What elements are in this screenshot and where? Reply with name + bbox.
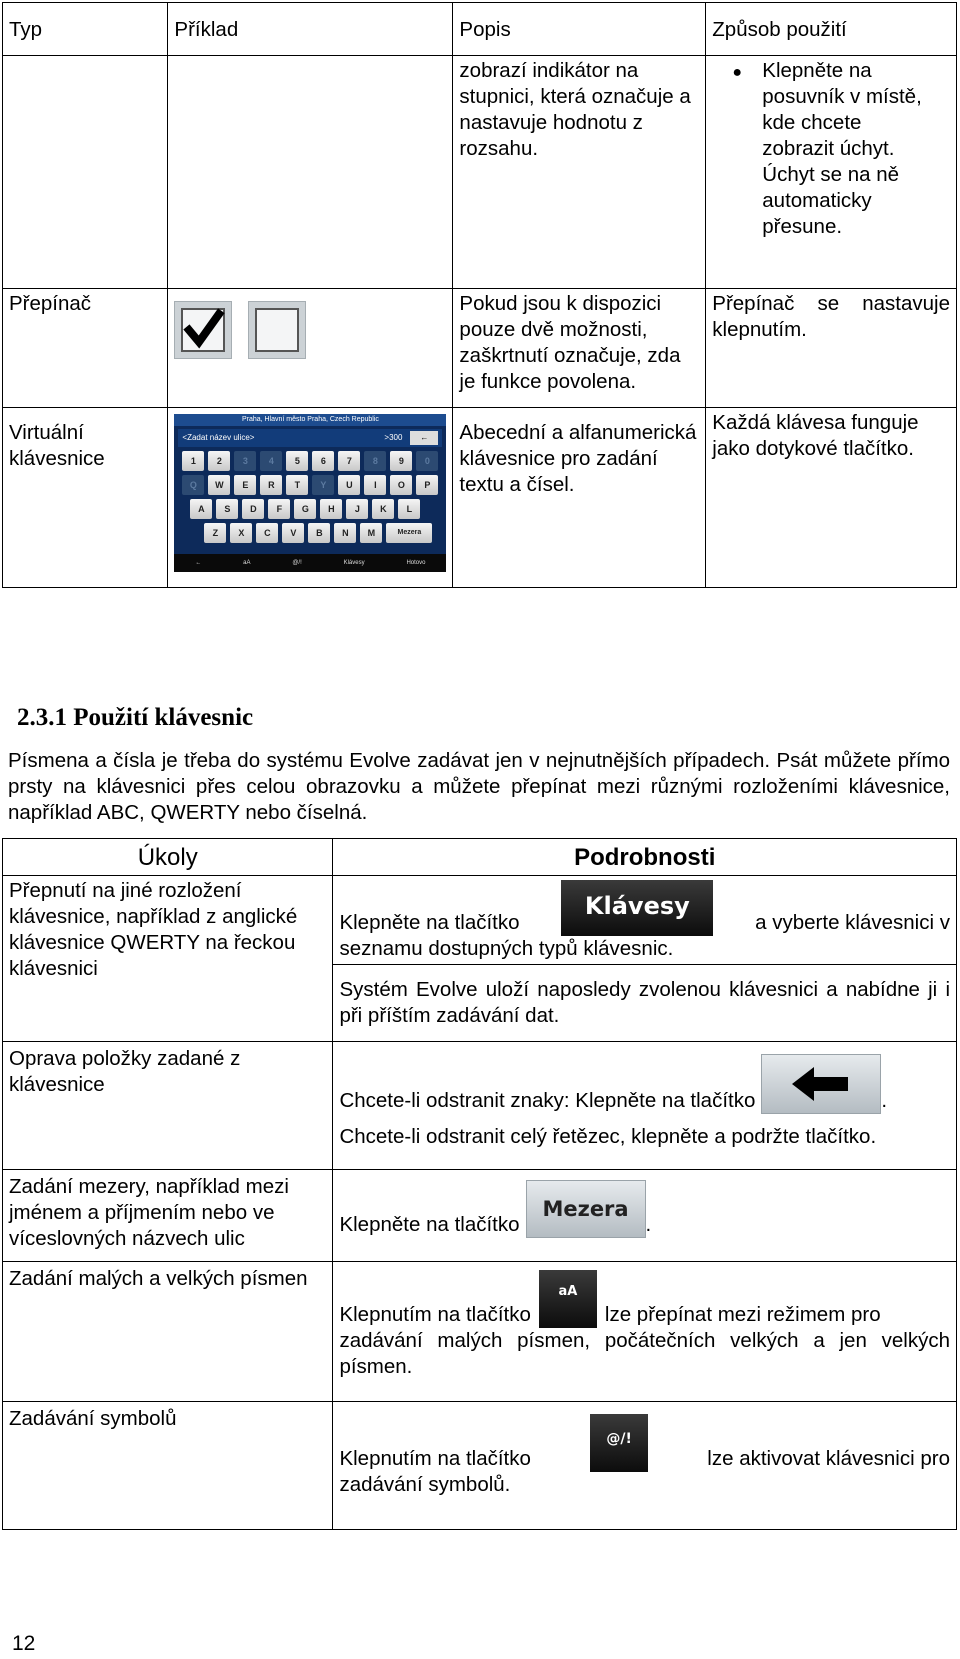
- backspace-icon: ←: [410, 431, 438, 445]
- switch-usage: Přepínač se nastavuje klepnutím.: [706, 289, 957, 408]
- klavesy-button: Klávesy: [561, 880, 713, 936]
- table-row: [3, 289, 957, 408]
- keyboard-description: Abecední a alfanumerická klávesnice pro zadání textu a čísel.: [453, 408, 706, 588]
- slider-usage: Klepněte na posuvník v místě, kde chcete zobrazit úchyt. Úchyt se na ně automaticky přesune.: [762, 59, 922, 238]
- backspace-button: [761, 1054, 881, 1114]
- section-intro: Písmena a čísla je třeba do systému Evolve zadávat jen v nejnutnějších případech. Psát můžete přímo prsty na klávesnici přes celou obrazovku a můžete přepínat mezi různými rozloženími klávesnice, například ABC, QWERTY nebo číselná.: [8, 749, 950, 824]
- virtual-keyboard-screenshot: Praha, Hlavní město Praha, Czech Republic <Zadat název ulice> >300 ← 1 2 3 4 5 6 7 8 9 0 Q W E R T Y U I O P A S D F G H J K L Z X C V B N M Mezera ← aA @/! Klávesy Hotovo: [174, 414, 446, 572]
- task-space: Zadání mezery, například mezi jménem a příjmením nebo ve víceslovných názvech ulic: [3, 1170, 333, 1262]
- symbols-button: @/!: [590, 1414, 648, 1472]
- detail-layout-after-rest: seznamu dostupných typů klávesnic.: [339, 937, 674, 960]
- section-heading: 2.3.1 Použití klávesnic: [17, 704, 254, 731]
- table-row: [3, 56, 957, 289]
- table-row: Zadávání symbolů Klepnutím na tlačítko @/! lze aktivovat klávesnici pro zadávání symbolů.: [3, 1402, 957, 1530]
- detail-space-before: Klepněte na tlačítko: [339, 1213, 520, 1236]
- table-row: Zadání mezery, například mezi jménem a příjmením nebo ve víceslovných názvech ulic Klepněte na tlačítko Mezera .: [3, 1170, 957, 1262]
- detail-layout-remember: Systém Evolve uloží naposledy zvolenou klávesnici a nabídne ji i při příštím zadávání dat.: [333, 965, 957, 1042]
- keyboard-usage: Každá klávesa funguje jako dotykové tlačítko.: [706, 408, 957, 588]
- table-row: Zadání malých a velkých písmen Klepnutím na tlačítko aA lze přepínat mezi režimem pro zadávání malých písmen, počátečních velkých a jen velkých písmen.: [3, 1262, 957, 1402]
- table-header-row: [3, 3, 957, 56]
- slider-usage-item: [712, 58, 950, 240]
- switch-description: Pokud jsou k dispozici pouze dvě možnosti, zaškrtnutí označuje, zda je funkce povolena.: [453, 289, 706, 408]
- task-fix: Oprava položky zadané z klávesnice: [3, 1042, 333, 1170]
- task-layout: Přepnutí na jiné rozložení klávesnice, například z anglické klávesnice QWERTY na řeckou klávesnici: [3, 876, 333, 1042]
- keyboard-tasks-table: [2, 838, 957, 1530]
- slider-description: zobrazí indikátor na stupnici, která označuje a nastavuje hodnotu z rozsahu.: [453, 56, 706, 289]
- aa-button: aA: [539, 1270, 597, 1328]
- task-case: Zadání malých a velkých písmen: [3, 1262, 333, 1402]
- checkmark-icon: [175, 302, 231, 358]
- switch-type: Přepínač: [3, 289, 168, 408]
- table-row: Oprava položky zadané z klávesnice Chcete-li odstranit znaky: Klepněte na tlačítko . Chcete-li odstranit celý řetězec, klepněte a podržte tlačítko.: [3, 1042, 957, 1170]
- bullet-icon: ●: [732, 64, 743, 81]
- task-symbols: Zadávání symbolů: [3, 1402, 333, 1530]
- checkbox-checked-example: [174, 301, 232, 359]
- header-podrobnosti: Podrobnosti: [333, 839, 957, 876]
- page-number: 12: [12, 1632, 36, 1655]
- keyboard-input-field: <Zadat název ulice> >300 ←: [178, 429, 442, 447]
- table-row: [3, 876, 957, 965]
- detail-layout-after-first: a vyberte klávesnici v: [755, 911, 950, 934]
- detail-layout-before: Klepněte na tlačítko: [339, 911, 520, 934]
- detail-case-before: Klepnutím na tlačítko: [339, 1303, 531, 1326]
- header-ukoly: Úkoly: [3, 839, 333, 876]
- detail-fix-whole: Chcete-li odstranit celý řetězec, klepněte a podržte tlačítko.: [339, 1125, 877, 1148]
- detail-fix-before: Chcete-li odstranit znaky: Klepněte na tlačítko: [339, 1089, 756, 1112]
- keyboard-location: Praha, Hlavní město Praha, Czech Republic: [174, 414, 446, 426]
- header-typ: Typ: [3, 3, 168, 56]
- header-zpusob: Způsob použití: [706, 3, 957, 56]
- table-header-row: [3, 839, 957, 876]
- checkbox-unchecked-example: [248, 301, 306, 359]
- mezera-button: Mezera: [526, 1180, 646, 1238]
- header-popis: Popis: [453, 3, 706, 56]
- widget-types-table: [2, 2, 957, 588]
- table-row: [3, 408, 957, 588]
- arrow-left-icon: [762, 1055, 880, 1113]
- keyboard-bottom-bar: ← aA @/! Klávesy Hotovo: [174, 554, 446, 572]
- detail-symbols-before: Klepnutím na tlačítko: [339, 1447, 531, 1470]
- header-priklad: Příklad: [168, 3, 453, 56]
- keyboard-type: Virtuální klávesnice: [3, 408, 168, 588]
